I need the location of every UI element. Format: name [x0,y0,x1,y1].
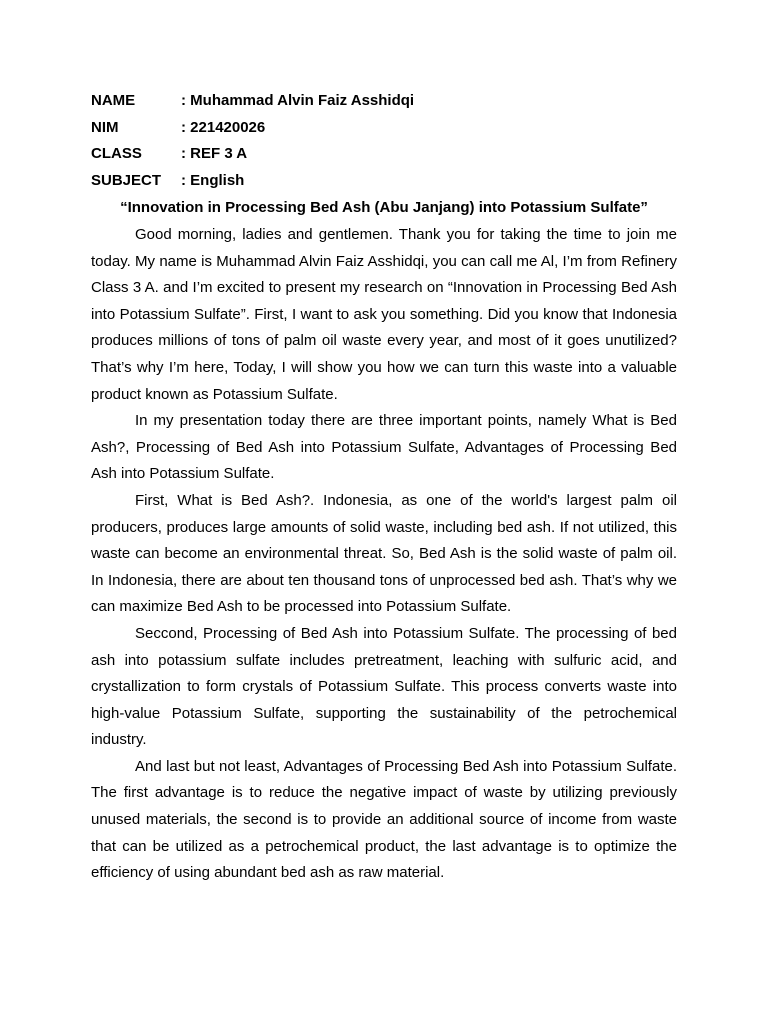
name-value: : Muhammad Alvin Faiz Asshidqi [181,92,415,109]
paragraph-what-is-bed-ash: First, What is Bed Ash?. Indonesia, as one of the world's largest palm oil producers, produces large amounts of solid waste, including bed ash. If not utilized, this waste can become an environmental threat. So, Bed Ash is the solid waste of palm oil. In Indonesia, there are about ten thousand tons of unprocessed bed ash. That’s why we can maximize Bed Ash to be processed into Potassium Sulfate. [91,491,677,616]
class-value: : REF 3 A [181,145,248,163]
subject-value: : English [181,171,245,189]
student-info-header [91,88,677,194]
name-row [91,88,677,115]
name-label: NAME [91,92,136,109]
subject-row [91,168,677,195]
paragraph-outline: In my presentation today there are three important points, namely What is Bed Ash?, Processing of Bed Ash into Potassium Sulfate, Advantages of Processing Bed Ash into Potassium Sulfate. [91,412,677,483]
document-title: “Innovation in Processing Bed Ash (Abu Janjang) into Potassium Sulfate” [120,199,648,216]
paragraph-introduction: Good morning, ladies and gentlemen. Thank you for taking the time to join me today. My name is Muhammad Alvin Faiz Asshidqi, you can call me Al, I’m from Refinery Class 3 A. and I’m excited to present my research on “Innovation in Processing Bed Ash into Potassium Sulfate”. First, I want to ask you something. Did you know that Indonesia produces millions of tons of palm oil waste every year, and most of it goes unutilized? That’s why I’m here, Today, I will show you how we can turn this waste into a valuable product known as Potassium Sulfate. [91,226,677,403]
paragraph-advantages: And last but not least, Advantages of Processing Bed Ash into Potassium Sulfate. The first advantage is to reduce the negative impact of waste by utilizing previously unused materials, the second is to provide an additional source of income from waste that can be utilized as a petrochemical product, the last advantage is to optimize the efficiency of using abundant bed ash as raw material. [91,757,677,882]
nim-label: NIM [91,118,119,136]
paragraph-processing: Seccond, Processing of Bed Ash into Potassium Sulfate. The processing of bed ash into potassium sulfate includes pretreatment, leaching with sulfuric acid, and crystallization to form crystals of Potassium Sulfate. This process converts waste into high-value Potassium Sulfate, supporting the sustainability of the petrochemical industry. [91,624,677,749]
class-label: CLASS [91,145,142,163]
speech-body [91,222,677,887]
class-row [91,141,677,168]
nim-row [91,115,677,142]
nim-value: : 221420026 [181,118,266,136]
subject-label: SUBJECT [91,171,162,189]
